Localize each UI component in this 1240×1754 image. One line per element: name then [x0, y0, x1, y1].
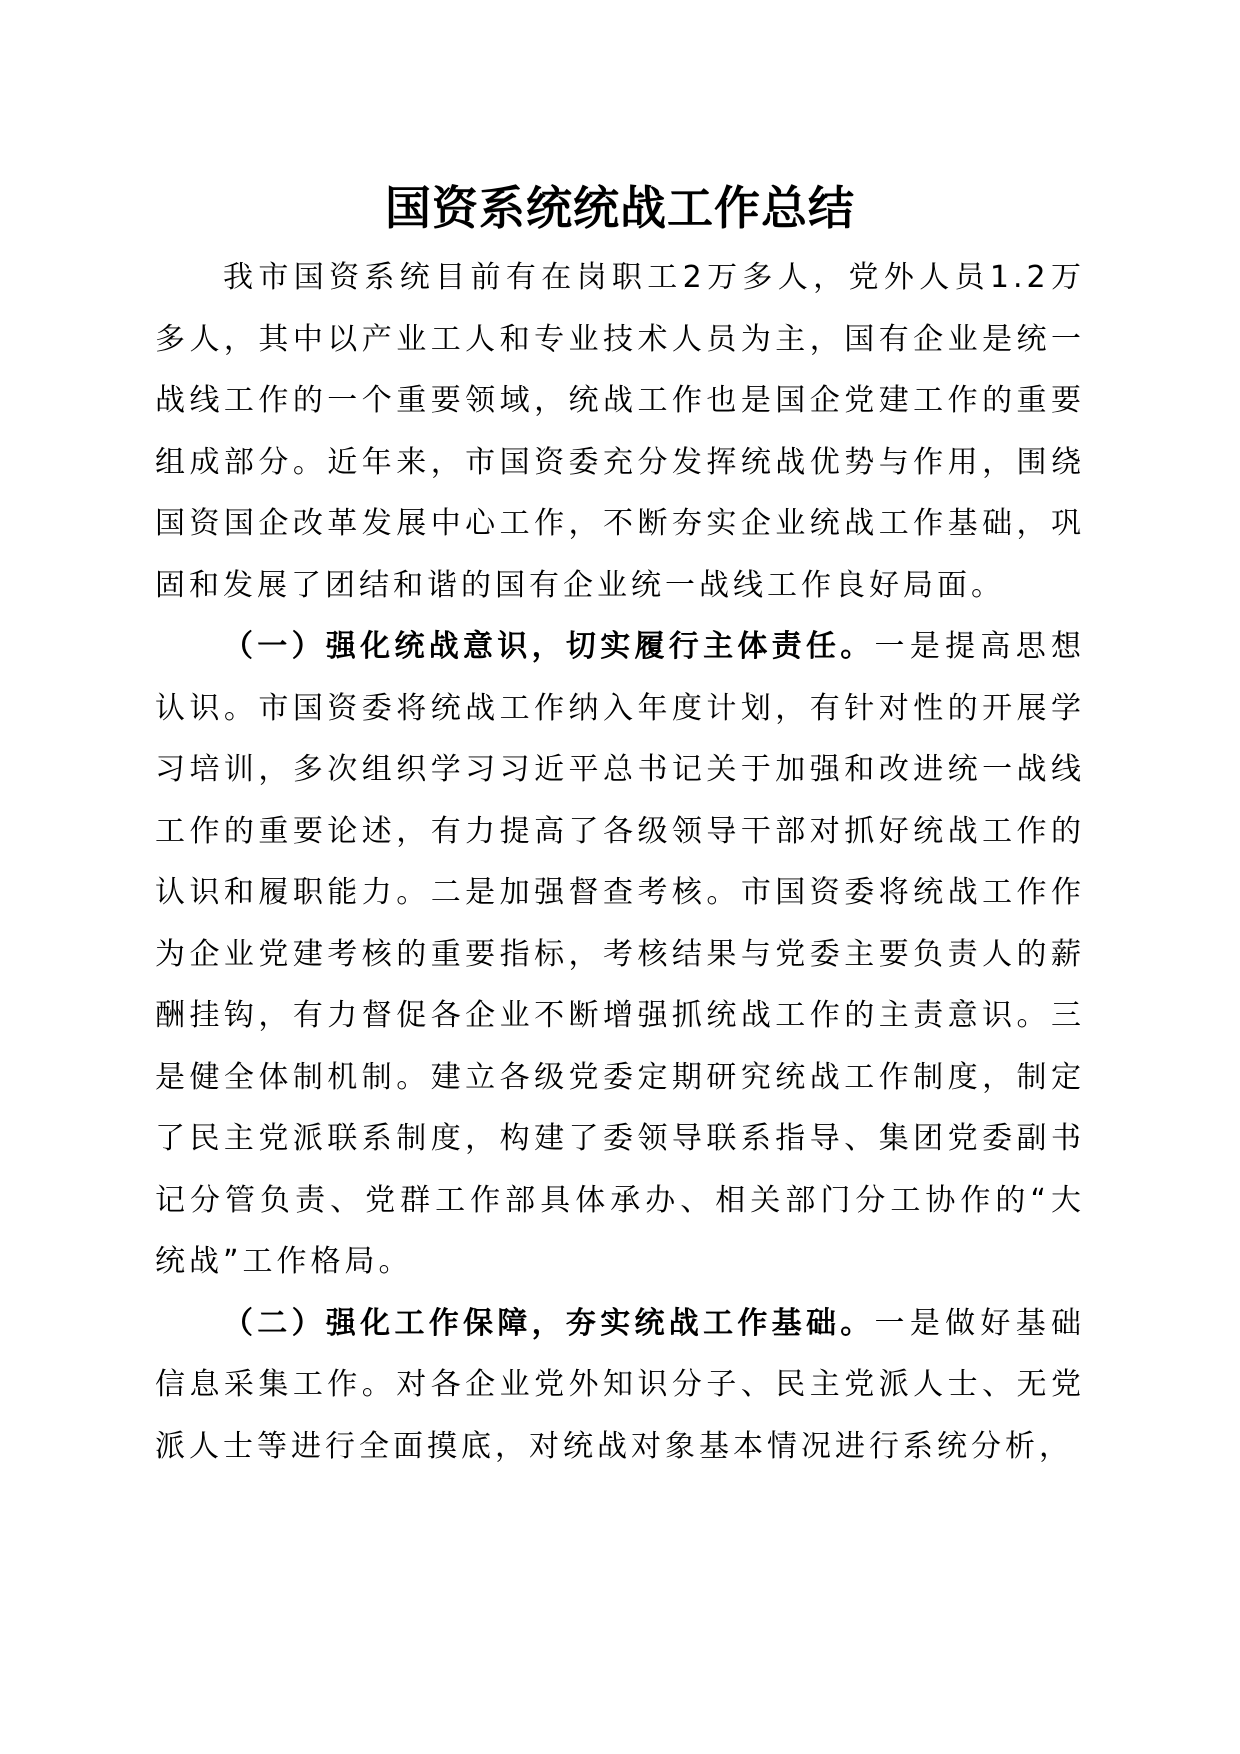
section-2-paragraph	[155, 1293, 1085, 1478]
section-2-body: 一是做好基础信息采集工作。对各企业党外知识分子、民主党派人士、无党派人士等进行全面摸底，对统战对象基本情况进行系统分析，	[155, 1305, 1086, 1464]
intro-paragraph: 我市国资系统目前有在岗职工2万多人，党外人员1.2万多人，其中以产业工人和专业技术人员为主，国有企业是统一战线工作的一个重要领域，统战工作也是国企党建工作的重要组成部分。近年来，市国资委充分发挥统战优势与作用，围绕国资国企改革发展中心工作，不断夯实企业统战工作基础，巩固和发展了团结和谐的国有企业统一战线工作良好局面。	[155, 260, 1085, 603]
section-1-paragraph	[155, 616, 1085, 1293]
section-1-heading: （一）强化统战意识，切实履行主体责任。	[223, 629, 875, 664]
document-body	[155, 247, 1085, 1477]
document-title: 国资系统统战工作总结	[385, 181, 855, 235]
section-2-heading: （二）强化工作保障，夯实统战工作基础。	[223, 1305, 875, 1341]
section-1-body: 一是提高思想认识。市国资委将统战工作纳入年度计划，有针对性的开展学习培训，多次组织学习习近平总书记关于加强和改进统一战线工作的重要论述，有力提高了各级领导干部对抓好统战工作的认识和履职能力。二是加强督查考核。市国资委将统战工作作为企业党建考核的重要指标，考核结果与党委主要负责人的薪酬挂钩，有力督促各企业不断增强抓统战工作的主责意识。三是健全体制机制。建立各级党委定期研究统战工作制度，制定了民主党派联系制度，构建了委领导联系指导、集团党委副书记分管负责、党群工作部具体承办、相关部门分工协作的“大统战”工作格局。	[155, 629, 1086, 1279]
